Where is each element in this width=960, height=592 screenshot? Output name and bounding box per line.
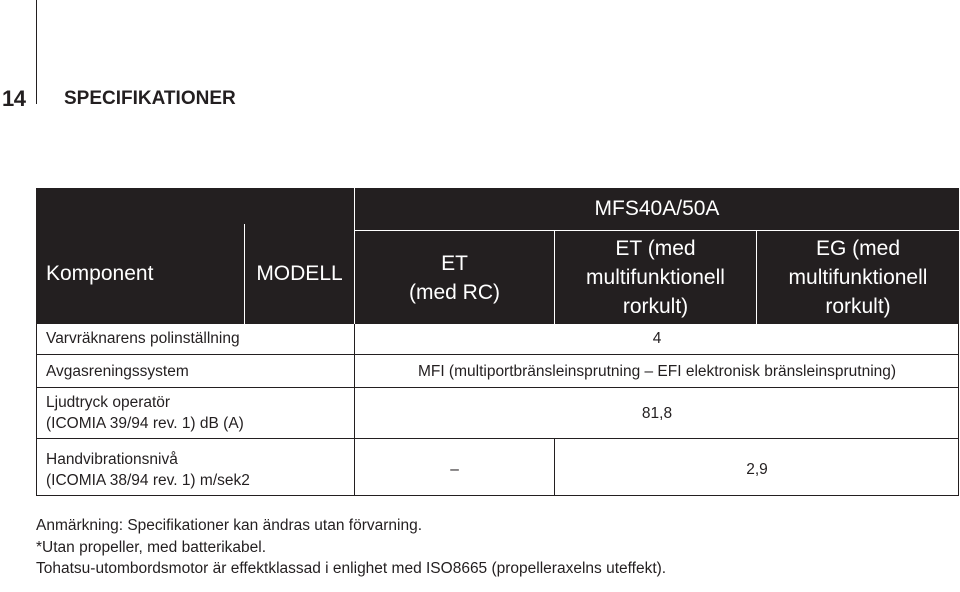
page-number: 14 xyxy=(2,86,26,111)
notes xyxy=(36,515,666,580)
row-label: Avgasreningssystem xyxy=(46,363,189,380)
row-value: MFI (multiportbränsleinsprutning – EFI elektronisk bränsleinsprutning) xyxy=(417,363,897,380)
note-line: *Utan propeller, med batterikabel. xyxy=(36,538,267,556)
header-group: MFS40A/50A xyxy=(355,188,959,230)
spec-table xyxy=(36,188,959,496)
header-component-label: Komponent xyxy=(36,224,244,324)
header-divider xyxy=(554,230,555,324)
note-line: Tohatsu-utombordsmotor är effektklassad i enlighet med ISO8665 (propelleraxelns uteffekt). xyxy=(36,560,667,577)
section-title: SPECIFIKATIONER xyxy=(64,88,236,109)
header-divider xyxy=(244,224,245,324)
row-divider xyxy=(36,387,959,388)
row-label: Ljudtryck operatör (ICOMIA 39/94 rev. 1) dB (A) xyxy=(46,394,244,432)
header-col-eg-multi: EG (med multifunktionell rorkult) xyxy=(757,231,959,324)
header-col-et-rc: ET (med RC) xyxy=(355,231,554,324)
header-divider xyxy=(355,230,959,231)
row-label: Handvibrationsnivå (ICOMIA 38/94 rev. 1) m/sek2 xyxy=(46,451,250,489)
header-model-label: MODELL xyxy=(245,224,354,324)
margin-rule xyxy=(36,0,37,104)
row-value-et-rc: – xyxy=(450,461,459,478)
row-value: 81,8 xyxy=(641,405,673,422)
note-line: Anmärkning: Specifikationer kan ändras utan förvarning. xyxy=(36,517,422,534)
row-divider xyxy=(36,438,959,439)
row-label: Varvräknarens polinställning xyxy=(46,330,240,347)
row-divider xyxy=(36,354,959,355)
table-border-bottom xyxy=(36,495,959,496)
header-divider xyxy=(354,188,355,324)
header-divider xyxy=(756,230,757,324)
table-border-left xyxy=(36,324,37,496)
row-value-multi: 2,9 xyxy=(746,461,768,478)
row-value: 4 xyxy=(652,330,662,347)
header-col-et-multi: ET (med multifunktionell rorkult) xyxy=(555,231,756,324)
